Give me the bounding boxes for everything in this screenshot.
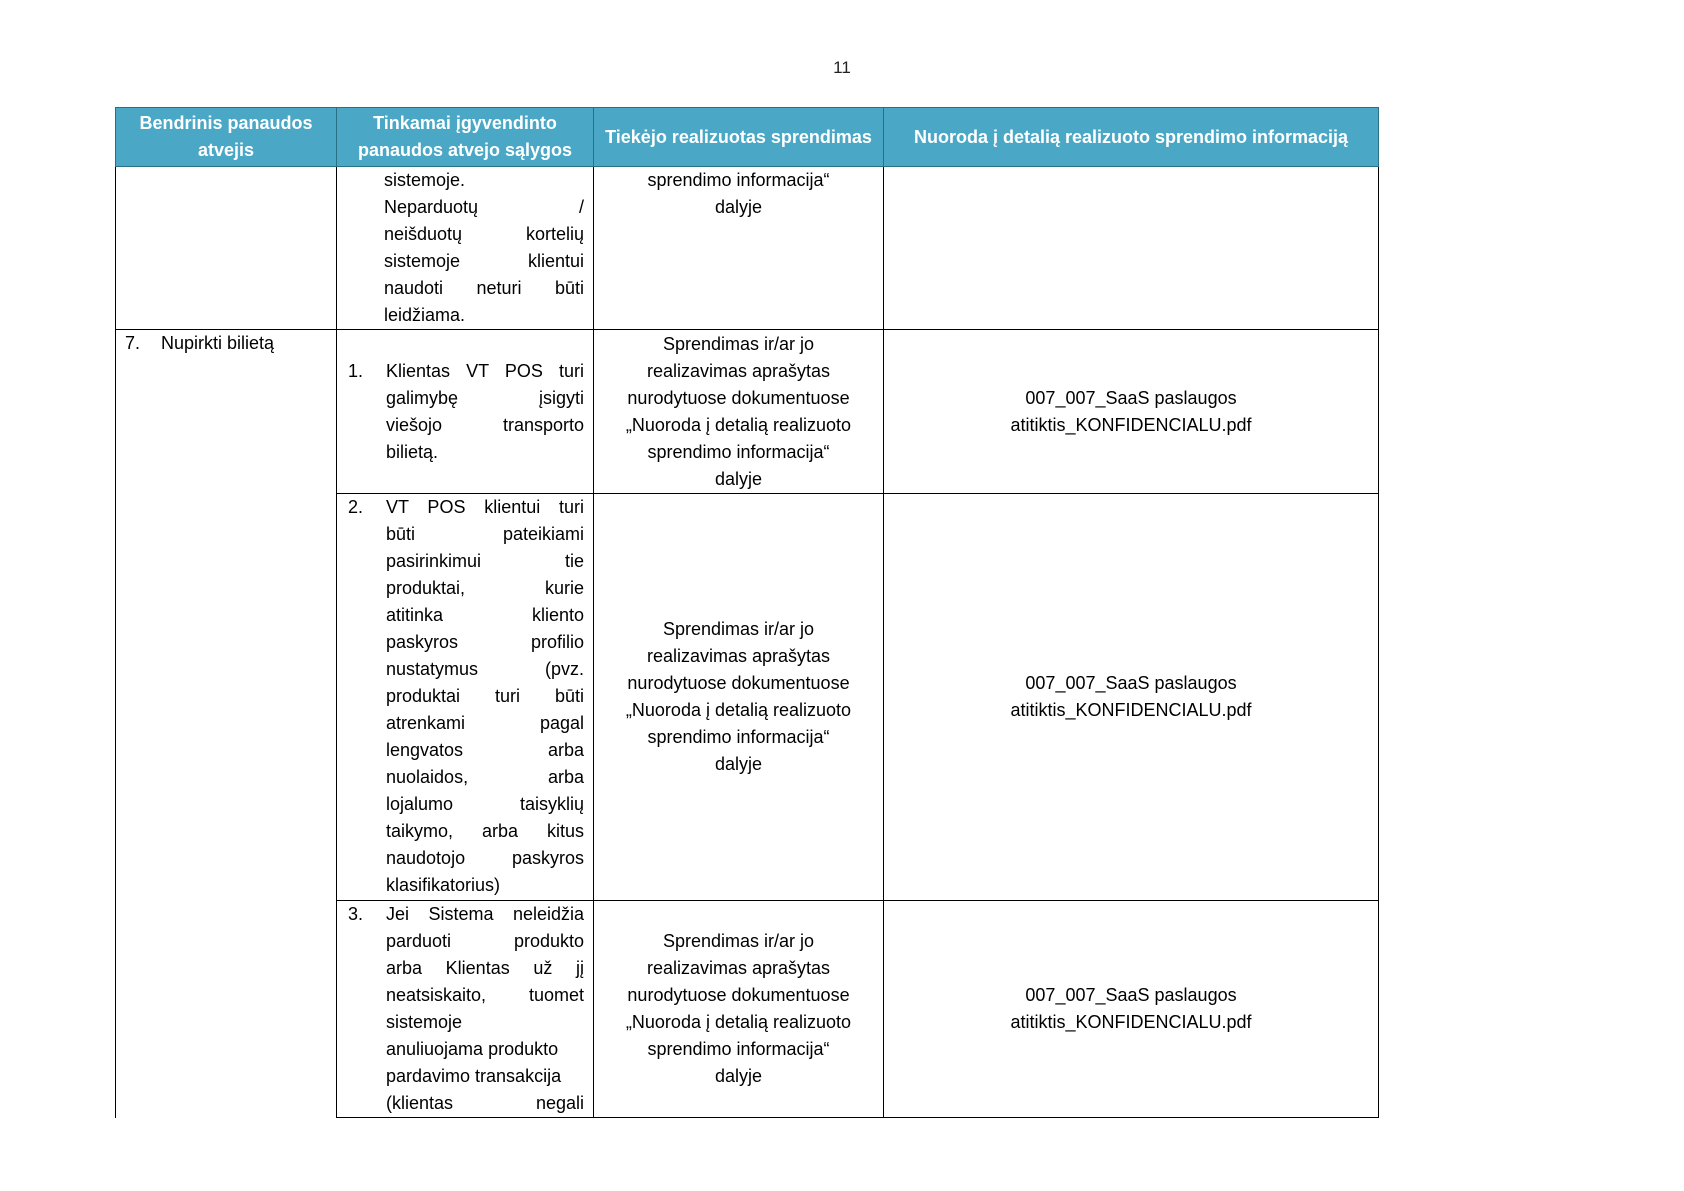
condition-line: produktai, kurie xyxy=(386,578,584,598)
solution-line: sprendimo informacija“ xyxy=(647,441,830,462)
condition-line: neišduotų kortelių xyxy=(384,224,584,244)
condition-line: pardavimo transakcija xyxy=(386,1066,562,1086)
reference-cell xyxy=(884,494,1379,901)
condition-line: parduoti produkto xyxy=(386,931,584,951)
condition-line: anuliuojama produkto xyxy=(386,1039,559,1059)
condition-line: bilietą. xyxy=(386,441,439,462)
continuation-conditions xyxy=(346,167,584,329)
header-use-case: Bendrinis panaudos atvejis xyxy=(116,108,337,167)
header-reference: Nuoroda į detalią realizuoto sprendimo informaciją xyxy=(884,108,1379,167)
condition-line: nustatymus (pvz. xyxy=(386,659,584,679)
solution-line: Sprendimas ir/ar jo xyxy=(662,619,815,639)
solution-line: dalyje xyxy=(714,197,763,217)
reference-line: 007_007_SaaS paslaugos xyxy=(1025,673,1237,693)
solution-cell xyxy=(594,901,884,1118)
solution-line: dalyje xyxy=(714,468,763,489)
condition-line: sistemoje klientui xyxy=(384,251,584,271)
table-row xyxy=(116,330,1379,494)
condition-line: naudoti neturi būti xyxy=(384,278,584,298)
condition-cell xyxy=(337,901,594,1118)
condition-line: (klientas negali xyxy=(386,1093,584,1113)
page-number: 11 xyxy=(833,58,851,77)
condition-line: lengvatos arba xyxy=(386,740,584,760)
condition-line: sistemoje. xyxy=(384,170,466,190)
condition-line: taikymo, arba kitus xyxy=(386,821,584,841)
solution-line: „Nuoroda į detalią realizuoto xyxy=(625,414,852,435)
condition-line: pasirinkimui tie xyxy=(386,551,584,571)
header-conditions: Tinkamai įgyvendinto panaudos atvejo sąlygos xyxy=(337,108,594,167)
condition-item xyxy=(346,358,584,466)
solution-line: nurodytuose dokumentuose xyxy=(627,387,850,408)
condition-line: Neparduotų / xyxy=(384,197,584,217)
solution-line: dalyje xyxy=(714,1066,763,1086)
use-case xyxy=(125,330,327,357)
reference-line: atitiktis_KONFIDENCIALU.pdf xyxy=(1010,414,1252,435)
condition-item xyxy=(346,494,584,899)
condition-line: VT POS klientui turi xyxy=(386,497,584,517)
condition-line: neatsiskaito, tuomet xyxy=(386,985,584,1005)
solution-line: sprendimo informacija“ xyxy=(647,727,830,747)
condition-line: galimybę įsigyti xyxy=(386,387,584,408)
condition-line: nuolaidos, arba xyxy=(386,767,584,787)
header-solution: Tiekėjo realizuotas sprendimas xyxy=(594,108,884,167)
solution-cell xyxy=(594,494,884,901)
solution-line: sprendimo informacija“ xyxy=(647,1039,830,1059)
condition-line: leidžiama. xyxy=(384,305,466,325)
solution-line: sprendimo informacija“ xyxy=(647,170,830,190)
use-case-title: Nupirkti bilietą xyxy=(161,333,275,353)
solution-line: Sprendimas ir/ar jo xyxy=(662,333,815,354)
continuation-conditions-cell xyxy=(337,167,594,330)
reference-line: atitiktis_KONFIDENCIALU.pdf xyxy=(1010,1012,1252,1032)
condition-number: 2. xyxy=(348,497,364,517)
condition-line: būti pateikiami xyxy=(386,524,584,544)
solution-line: „Nuoroda į detalią realizuoto xyxy=(625,1012,852,1032)
reference-line: 007_007_SaaS paslaugos xyxy=(1025,387,1237,408)
reference-line: atitiktis_KONFIDENCIALU.pdf xyxy=(1010,700,1252,720)
condition-line: klasifikatorius) xyxy=(386,875,501,895)
solution-line: realizavimas aprašytas xyxy=(646,360,831,381)
use-case-cell xyxy=(116,330,337,1118)
condition-line: paskyros profilio xyxy=(386,632,584,652)
condition-line: atrenkami pagal xyxy=(386,713,584,733)
solution-line: dalyje xyxy=(714,754,763,774)
condition-number: 3. xyxy=(348,904,364,924)
table-header-row xyxy=(116,108,1379,167)
solution-line: realizavimas aprašytas xyxy=(646,958,831,978)
solution-line: „Nuoroda į detalią realizuoto xyxy=(625,700,852,720)
use-case-number: 7. xyxy=(125,333,141,353)
condition-cell xyxy=(337,494,594,901)
requirements-table xyxy=(115,107,1379,1118)
solution-line: Sprendimas ir/ar jo xyxy=(662,931,815,951)
continuation-use-case-cell xyxy=(116,167,337,330)
continuation-solution-cell xyxy=(594,167,884,330)
reference-cell xyxy=(884,330,1379,494)
condition-line: produktai turi būti xyxy=(386,686,584,706)
solution-line: nurodytuose dokumentuose xyxy=(627,985,850,1005)
reference-cell xyxy=(884,901,1379,1118)
condition-line: arba Klientas už jį xyxy=(386,958,584,978)
condition-line: lojalumo taisyklių xyxy=(386,794,584,814)
solution-cell xyxy=(594,330,884,494)
condition-line: atitinka kliento xyxy=(386,605,584,625)
condition-line: Jei Sistema neleidžia xyxy=(386,904,584,924)
condition-line: Klientas VT POS turi xyxy=(386,360,584,381)
condition-number: 1. xyxy=(348,360,364,381)
solution-line: realizavimas aprašytas xyxy=(646,646,831,666)
table-row-continuation xyxy=(116,167,1379,330)
continuation-reference-cell xyxy=(884,167,1379,330)
condition-line: naudotojo paskyros xyxy=(386,848,584,868)
condition-line: sistemoje xyxy=(386,1012,463,1032)
condition-cell xyxy=(337,330,594,494)
condition-item xyxy=(346,901,584,1117)
solution-line: nurodytuose dokumentuose xyxy=(627,673,850,693)
condition-line: viešojo transporto xyxy=(386,414,584,435)
reference-line: 007_007_SaaS paslaugos xyxy=(1025,985,1237,1005)
